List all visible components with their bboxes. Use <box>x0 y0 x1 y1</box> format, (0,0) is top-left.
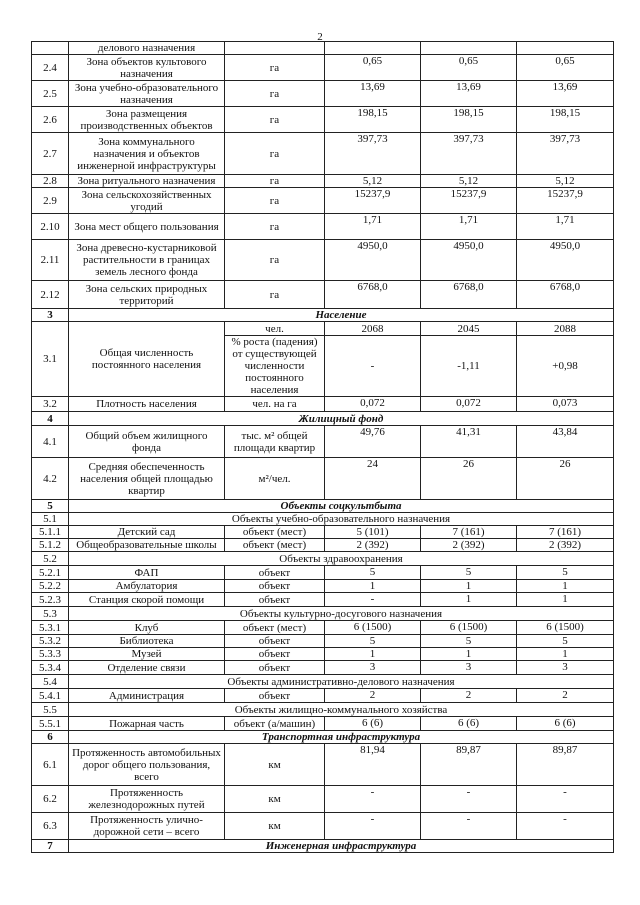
value-cell-existing: 397,73 <box>325 133 421 175</box>
indicator-name-cell: Зона объектов культового назначения <box>69 55 225 81</box>
unit-cell: га <box>225 214 325 240</box>
indicator-name-cell: делового назначения <box>69 42 225 55</box>
row-number-cell: 3.2 <box>32 397 69 412</box>
row-number-cell: 2.12 <box>32 281 69 309</box>
unit-cell <box>225 42 325 55</box>
row-number-cell: 5.2.1 <box>32 566 69 580</box>
row-number-cell: 4.2 <box>32 458 69 500</box>
section-title-cell: Транспортная инфраструктура <box>69 731 614 744</box>
indicator-name-cell: Зона размещения производственных объектов <box>69 107 225 133</box>
row-number-cell: 6.1 <box>32 744 69 786</box>
indicator-name-cell: Зона древесно-кустарниковой растительности в границах земель лесного фонда <box>69 240 225 281</box>
value-cell-existing: - <box>325 813 421 840</box>
value-cell-existing: 5,12 <box>325 175 421 188</box>
value-cell-stage1: 41,31 <box>421 426 517 458</box>
value-cell-existing: 0,65 <box>325 55 421 81</box>
subsection-title-cell: Объекты административно-делового назначения <box>69 675 614 689</box>
unit-cell: га <box>225 188 325 214</box>
value-cell-existing: - <box>325 593 421 607</box>
row-number-cell: 2.7 <box>32 133 69 175</box>
subsection-number-cell: 5.4 <box>32 675 69 689</box>
table-row <box>32 397 614 412</box>
table-row <box>32 55 614 81</box>
table-row <box>32 458 614 500</box>
unit-cell: объект <box>225 689 325 703</box>
value-cell-existing: 5 <box>325 635 421 648</box>
unit-cell: чел. на га <box>225 397 325 412</box>
indicator-name-cell: Протяженность железнодорожных путей <box>69 786 225 813</box>
indicator-name-cell: Зона мест общего пользования <box>69 214 225 240</box>
row-number-cell: 5.3.1 <box>32 621 69 635</box>
value-cell-stage2 <box>517 42 614 55</box>
table-row <box>32 42 614 55</box>
table-row <box>32 648 614 661</box>
value-cell-stage1: 198,15 <box>421 107 517 133</box>
value-cell-existing: 1 <box>325 648 421 661</box>
value-cell-stage1: -1,11 <box>421 336 517 397</box>
value-cell-stage2: 6 (6) <box>517 717 614 731</box>
value-cell-stage2: 5 <box>517 566 614 580</box>
unit-cell: га <box>225 175 325 188</box>
table-row <box>32 552 614 566</box>
value-cell-stage2: - <box>517 813 614 840</box>
indicator-name-cell: Музей <box>69 648 225 661</box>
table-row <box>32 426 614 458</box>
table-row <box>32 635 614 648</box>
value-cell-stage1: 1 <box>421 593 517 607</box>
value-cell-existing: 6768,0 <box>325 281 421 309</box>
indicator-name-cell: Детский сад <box>69 526 225 539</box>
value-cell-stage1: 6768,0 <box>421 281 517 309</box>
section-title-cell: Жилищный фонд <box>69 412 614 426</box>
row-number-cell: 5.4.1 <box>32 689 69 703</box>
table-row <box>32 539 614 552</box>
value-cell-stage1: 13,69 <box>421 81 517 107</box>
row-number-cell: 2.8 <box>32 175 69 188</box>
table-row <box>32 621 614 635</box>
unit-cell: км <box>225 786 325 813</box>
section-title-cell: Инженерная инфраструктура <box>69 840 614 853</box>
indicator-name-cell: Протяженность улично-дорожной сети – всего <box>69 813 225 840</box>
value-cell-stage2: 7 (161) <box>517 526 614 539</box>
row-number-cell: 5.2.2 <box>32 580 69 593</box>
value-cell-stage1: 3 <box>421 661 517 675</box>
value-cell-stage2: 15237,9 <box>517 188 614 214</box>
row-number-cell: 5.1.2 <box>32 539 69 552</box>
unit-cell: объект <box>225 566 325 580</box>
indicator-name-cell: Пожарная часть <box>69 717 225 731</box>
value-cell-existing <box>325 42 421 55</box>
section-title-cell: Население <box>69 309 614 322</box>
row-number-cell: 5.3.3 <box>32 648 69 661</box>
section-number-cell: 7 <box>32 840 69 853</box>
subsection-title-cell: Объекты здравоохранения <box>69 552 614 566</box>
value-cell-stage2: 6 (1500) <box>517 621 614 635</box>
value-cell-stage1: 1,71 <box>421 214 517 240</box>
table-row <box>32 731 614 744</box>
value-cell-existing: 24 <box>325 458 421 500</box>
section-number-cell: 6 <box>32 731 69 744</box>
value-cell-stage1: 6 (6) <box>421 717 517 731</box>
section-number-cell: 4 <box>32 412 69 426</box>
table-row <box>32 513 614 526</box>
indicator-name-cell: ФАП <box>69 566 225 580</box>
row-number-cell: 4.1 <box>32 426 69 458</box>
value-cell-stage1: 26 <box>421 458 517 500</box>
indicator-name-cell: Библиотека <box>69 635 225 648</box>
indicator-name-cell: Зона сельскохозяйственных угодий <box>69 188 225 214</box>
table-row <box>32 786 614 813</box>
value-cell-existing: 2068 <box>325 322 421 336</box>
value-cell-stage2: 6768,0 <box>517 281 614 309</box>
table-row <box>32 566 614 580</box>
section-number-cell: 5 <box>32 500 69 513</box>
subsection-number-cell: 5.5 <box>32 703 69 717</box>
unit-cell: км <box>225 744 325 786</box>
unit-cell: чел. <box>225 322 325 336</box>
subsection-number-cell: 5.1 <box>32 513 69 526</box>
indicator-name-cell: Администрация <box>69 689 225 703</box>
value-cell-stage2: 5 <box>517 635 614 648</box>
value-cell-stage1: 2045 <box>421 322 517 336</box>
row-number-cell: 6.2 <box>32 786 69 813</box>
unit-cell: км <box>225 813 325 840</box>
value-cell-existing: 3 <box>325 661 421 675</box>
value-cell-stage2: 3 <box>517 661 614 675</box>
unit-cell: га <box>225 281 325 309</box>
indicators-table <box>31 41 614 853</box>
table-row <box>32 717 614 731</box>
indicator-name-cell: Клуб <box>69 621 225 635</box>
value-cell-stage1: 15237,9 <box>421 188 517 214</box>
row-number-cell <box>32 42 69 55</box>
value-cell-stage2: 13,69 <box>517 81 614 107</box>
value-cell-stage2: 198,15 <box>517 107 614 133</box>
value-cell-existing: 0,072 <box>325 397 421 412</box>
row-number-cell: 5.1.1 <box>32 526 69 539</box>
row-number-cell: 5.3.2 <box>32 635 69 648</box>
unit-cell: объект <box>225 635 325 648</box>
unit-cell: га <box>225 133 325 175</box>
value-cell-existing: 1 <box>325 580 421 593</box>
unit-cell: тыс. м² общей площади квартир <box>225 426 325 458</box>
indicator-name-cell: Зона ритуального назначения <box>69 175 225 188</box>
row-number-cell: 2.5 <box>32 81 69 107</box>
value-cell-existing: 4950,0 <box>325 240 421 281</box>
value-cell-stage1: 5 <box>421 635 517 648</box>
row-number-cell: 5.2.3 <box>32 593 69 607</box>
table-row <box>32 661 614 675</box>
value-cell-stage2: +0,98 <box>517 336 614 397</box>
value-cell-stage2: 0,65 <box>517 55 614 81</box>
table-row <box>32 175 614 188</box>
indicator-name-cell: Общая численность постоянного населения <box>69 322 225 397</box>
value-cell-existing: 5 <box>325 566 421 580</box>
table-row <box>32 412 614 426</box>
value-cell-stage2: 1,71 <box>517 214 614 240</box>
value-cell-stage1: 89,87 <box>421 744 517 786</box>
value-cell-stage2: - <box>517 786 614 813</box>
indicator-name-cell: Общий объем жилищного фонда <box>69 426 225 458</box>
value-cell-stage2: 1 <box>517 593 614 607</box>
table-row <box>32 703 614 717</box>
unit-cell: объект (мест) <box>225 539 325 552</box>
unit-cell: объект (мест) <box>225 526 325 539</box>
value-cell-stage1: 7 (161) <box>421 526 517 539</box>
table-row <box>32 107 614 133</box>
value-cell-stage1 <box>421 42 517 55</box>
row-number-cell: 2.4 <box>32 55 69 81</box>
row-number-cell: 2.11 <box>32 240 69 281</box>
table-row <box>32 322 614 336</box>
indicator-name-cell: Отделение связи <box>69 661 225 675</box>
value-cell-existing: 1,71 <box>325 214 421 240</box>
table-row <box>32 840 614 853</box>
unit-cell: объект (а/машин) <box>225 717 325 731</box>
value-cell-stage1: 5,12 <box>421 175 517 188</box>
table-row <box>32 675 614 689</box>
value-cell-existing: 2 <box>325 689 421 703</box>
value-cell-existing: 6 (1500) <box>325 621 421 635</box>
value-cell-stage2: 43,84 <box>517 426 614 458</box>
section-title-cell: Объекты соцкультбыта <box>69 500 614 513</box>
value-cell-stage1: 2 <box>421 689 517 703</box>
table-row <box>32 689 614 703</box>
subsection-title-cell: Объекты культурно-досугового назначения <box>69 607 614 621</box>
value-cell-stage2: 0,073 <box>517 397 614 412</box>
row-number-cell: 2.10 <box>32 214 69 240</box>
value-cell-existing: - <box>325 336 421 397</box>
value-cell-stage1: 2 (392) <box>421 539 517 552</box>
value-cell-stage2: 89,87 <box>517 744 614 786</box>
table-row <box>32 81 614 107</box>
value-cell-stage2: 397,73 <box>517 133 614 175</box>
unit-cell: м²/чел. <box>225 458 325 500</box>
indicator-name-cell: Зона учебно-образовательного назначения <box>69 81 225 107</box>
unit-cell: объект <box>225 593 325 607</box>
table-row <box>32 593 614 607</box>
value-cell-existing: 13,69 <box>325 81 421 107</box>
unit-cell: га <box>225 107 325 133</box>
unit-cell: га <box>225 81 325 107</box>
value-cell-stage2: 4950,0 <box>517 240 614 281</box>
table-row <box>32 526 614 539</box>
value-cell-stage2: 5,12 <box>517 175 614 188</box>
subsection-number-cell: 5.2 <box>32 552 69 566</box>
table-row <box>32 607 614 621</box>
subsection-title-cell: Объекты учебно-образовательного назначения <box>69 513 614 526</box>
value-cell-stage1: 5 <box>421 566 517 580</box>
table-row <box>32 500 614 513</box>
unit-cell: % роста (падения) от существующей численности постоянного населения <box>225 336 325 397</box>
unit-cell: объект (мест) <box>225 621 325 635</box>
value-cell-existing: 81,94 <box>325 744 421 786</box>
value-cell-stage1: 0,072 <box>421 397 517 412</box>
table-row <box>32 309 614 322</box>
value-cell-stage2: 26 <box>517 458 614 500</box>
table-row <box>32 813 614 840</box>
value-cell-existing: 15237,9 <box>325 188 421 214</box>
section-number-cell: 3 <box>32 309 69 322</box>
unit-cell: га <box>225 240 325 281</box>
value-cell-existing: - <box>325 786 421 813</box>
value-cell-existing: 198,15 <box>325 107 421 133</box>
value-cell-existing: 6 (6) <box>325 717 421 731</box>
row-number-cell: 5.3.4 <box>32 661 69 675</box>
value-cell-stage2: 2 (392) <box>517 539 614 552</box>
value-cell-stage1: 4950,0 <box>421 240 517 281</box>
unit-cell: объект <box>225 661 325 675</box>
value-cell-stage1: - <box>421 786 517 813</box>
indicator-name-cell: Амбулатория <box>69 580 225 593</box>
value-cell-stage2: 2 <box>517 689 614 703</box>
value-cell-stage2: 1 <box>517 648 614 661</box>
row-number-cell: 2.6 <box>32 107 69 133</box>
table-row <box>32 744 614 786</box>
subsection-number-cell: 5.3 <box>32 607 69 621</box>
value-cell-stage2: 1 <box>517 580 614 593</box>
indicators-table-body <box>32 42 614 853</box>
unit-cell: объект <box>225 648 325 661</box>
row-number-cell: 6.3 <box>32 813 69 840</box>
page-number: 2 <box>317 31 323 43</box>
unit-cell: объект <box>225 580 325 593</box>
value-cell-stage1: - <box>421 813 517 840</box>
table-row <box>32 580 614 593</box>
indicator-name-cell: Зона сельских природных территорий <box>69 281 225 309</box>
row-number-cell: 5.5.1 <box>32 717 69 731</box>
unit-cell: га <box>225 55 325 81</box>
row-number-cell: 2.9 <box>32 188 69 214</box>
row-number-cell: 3.1 <box>32 322 69 397</box>
indicator-name-cell: Зона коммунального назначения и объектов инженерной инфраструктуры <box>69 133 225 175</box>
value-cell-existing: 5 (101) <box>325 526 421 539</box>
table-row <box>32 188 614 214</box>
value-cell-stage1: 1 <box>421 580 517 593</box>
subsection-title-cell: Объекты жилищно-коммунального хозяйства <box>69 703 614 717</box>
value-cell-stage1: 6 (1500) <box>421 621 517 635</box>
value-cell-stage2: 2088 <box>517 322 614 336</box>
value-cell-existing: 49,76 <box>325 426 421 458</box>
table-row <box>32 214 614 240</box>
indicator-name-cell: Станция скорой помощи <box>69 593 225 607</box>
value-cell-stage1: 0,65 <box>421 55 517 81</box>
value-cell-existing: 2 (392) <box>325 539 421 552</box>
indicator-name-cell: Протяженность автомобильных дорог общего пользования, всего <box>69 744 225 786</box>
table-row <box>32 133 614 175</box>
value-cell-stage1: 397,73 <box>421 133 517 175</box>
table-row <box>32 281 614 309</box>
indicator-name-cell: Средняя обеспеченность населения общей площадью квартир <box>69 458 225 500</box>
indicator-name-cell: Общеобразовательные школы <box>69 539 225 552</box>
indicator-name-cell: Плотность населения <box>69 397 225 412</box>
value-cell-stage1: 1 <box>421 648 517 661</box>
table-row <box>32 240 614 281</box>
